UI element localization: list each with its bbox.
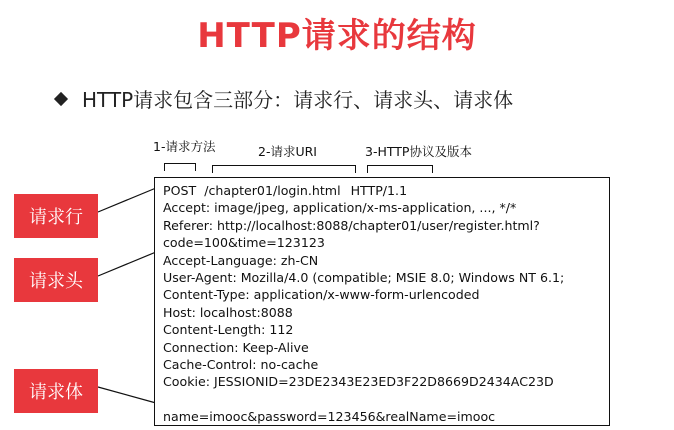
header-line: Cache-Control: no-cache xyxy=(163,357,319,373)
subtitle-text: HTTP请求包含三部分：请求行、请求头、请求体 xyxy=(82,88,514,112)
header-line: Content-Type: application/x-www-form-urlencoded xyxy=(163,287,480,303)
header-line: User-Agent: Mozilla/4.0 (compatible; MSIE 8.0; Windows NT 6.1; xyxy=(163,270,565,286)
request-line xyxy=(163,182,601,199)
header-line: code=100&time=123123 xyxy=(163,235,325,251)
connector-request-header xyxy=(98,252,156,276)
header-line: Accept: image/jpeg, application/x-ms-application, ..., */* xyxy=(163,200,517,216)
page-title: HTTP请求的结构 xyxy=(197,16,477,56)
header-line: Host: localhost:8088 xyxy=(163,304,293,320)
connector-request-body xyxy=(98,387,156,403)
blank-line xyxy=(163,391,601,408)
http-request-box xyxy=(154,177,610,426)
header-line: Accept-Language: zh-CN xyxy=(163,252,319,268)
header-line: Content-Length: 112 xyxy=(163,322,294,338)
label-http-protocol: 3-HTTP协议及版本 xyxy=(365,144,472,159)
tag-request-body: 请求体 xyxy=(14,369,98,413)
connector-request-line xyxy=(98,188,156,212)
request-method: POST xyxy=(163,183,197,198)
request-body: name=imooc&password=123456&realName=imooc xyxy=(163,409,496,425)
request-protocol: HTTP/1.1 xyxy=(350,183,408,198)
header-line: Cookie: JESSIONID=23DE2343E23ED3F22D8669D2434AC23D xyxy=(163,374,554,390)
label-request-uri: 2-请求URI xyxy=(258,144,317,159)
tag-request-line: 请求行 xyxy=(14,194,98,238)
request-uri: /chapter01/login.html xyxy=(204,183,341,198)
header-line: Connection: Keep-Alive xyxy=(163,339,309,355)
header-line: Referer: http://localhost:8088/chapter01/user/register.html? xyxy=(163,217,540,233)
label-request-method: 1-请求方法 xyxy=(153,139,216,154)
tag-request-header: 请求头 xyxy=(14,258,98,302)
